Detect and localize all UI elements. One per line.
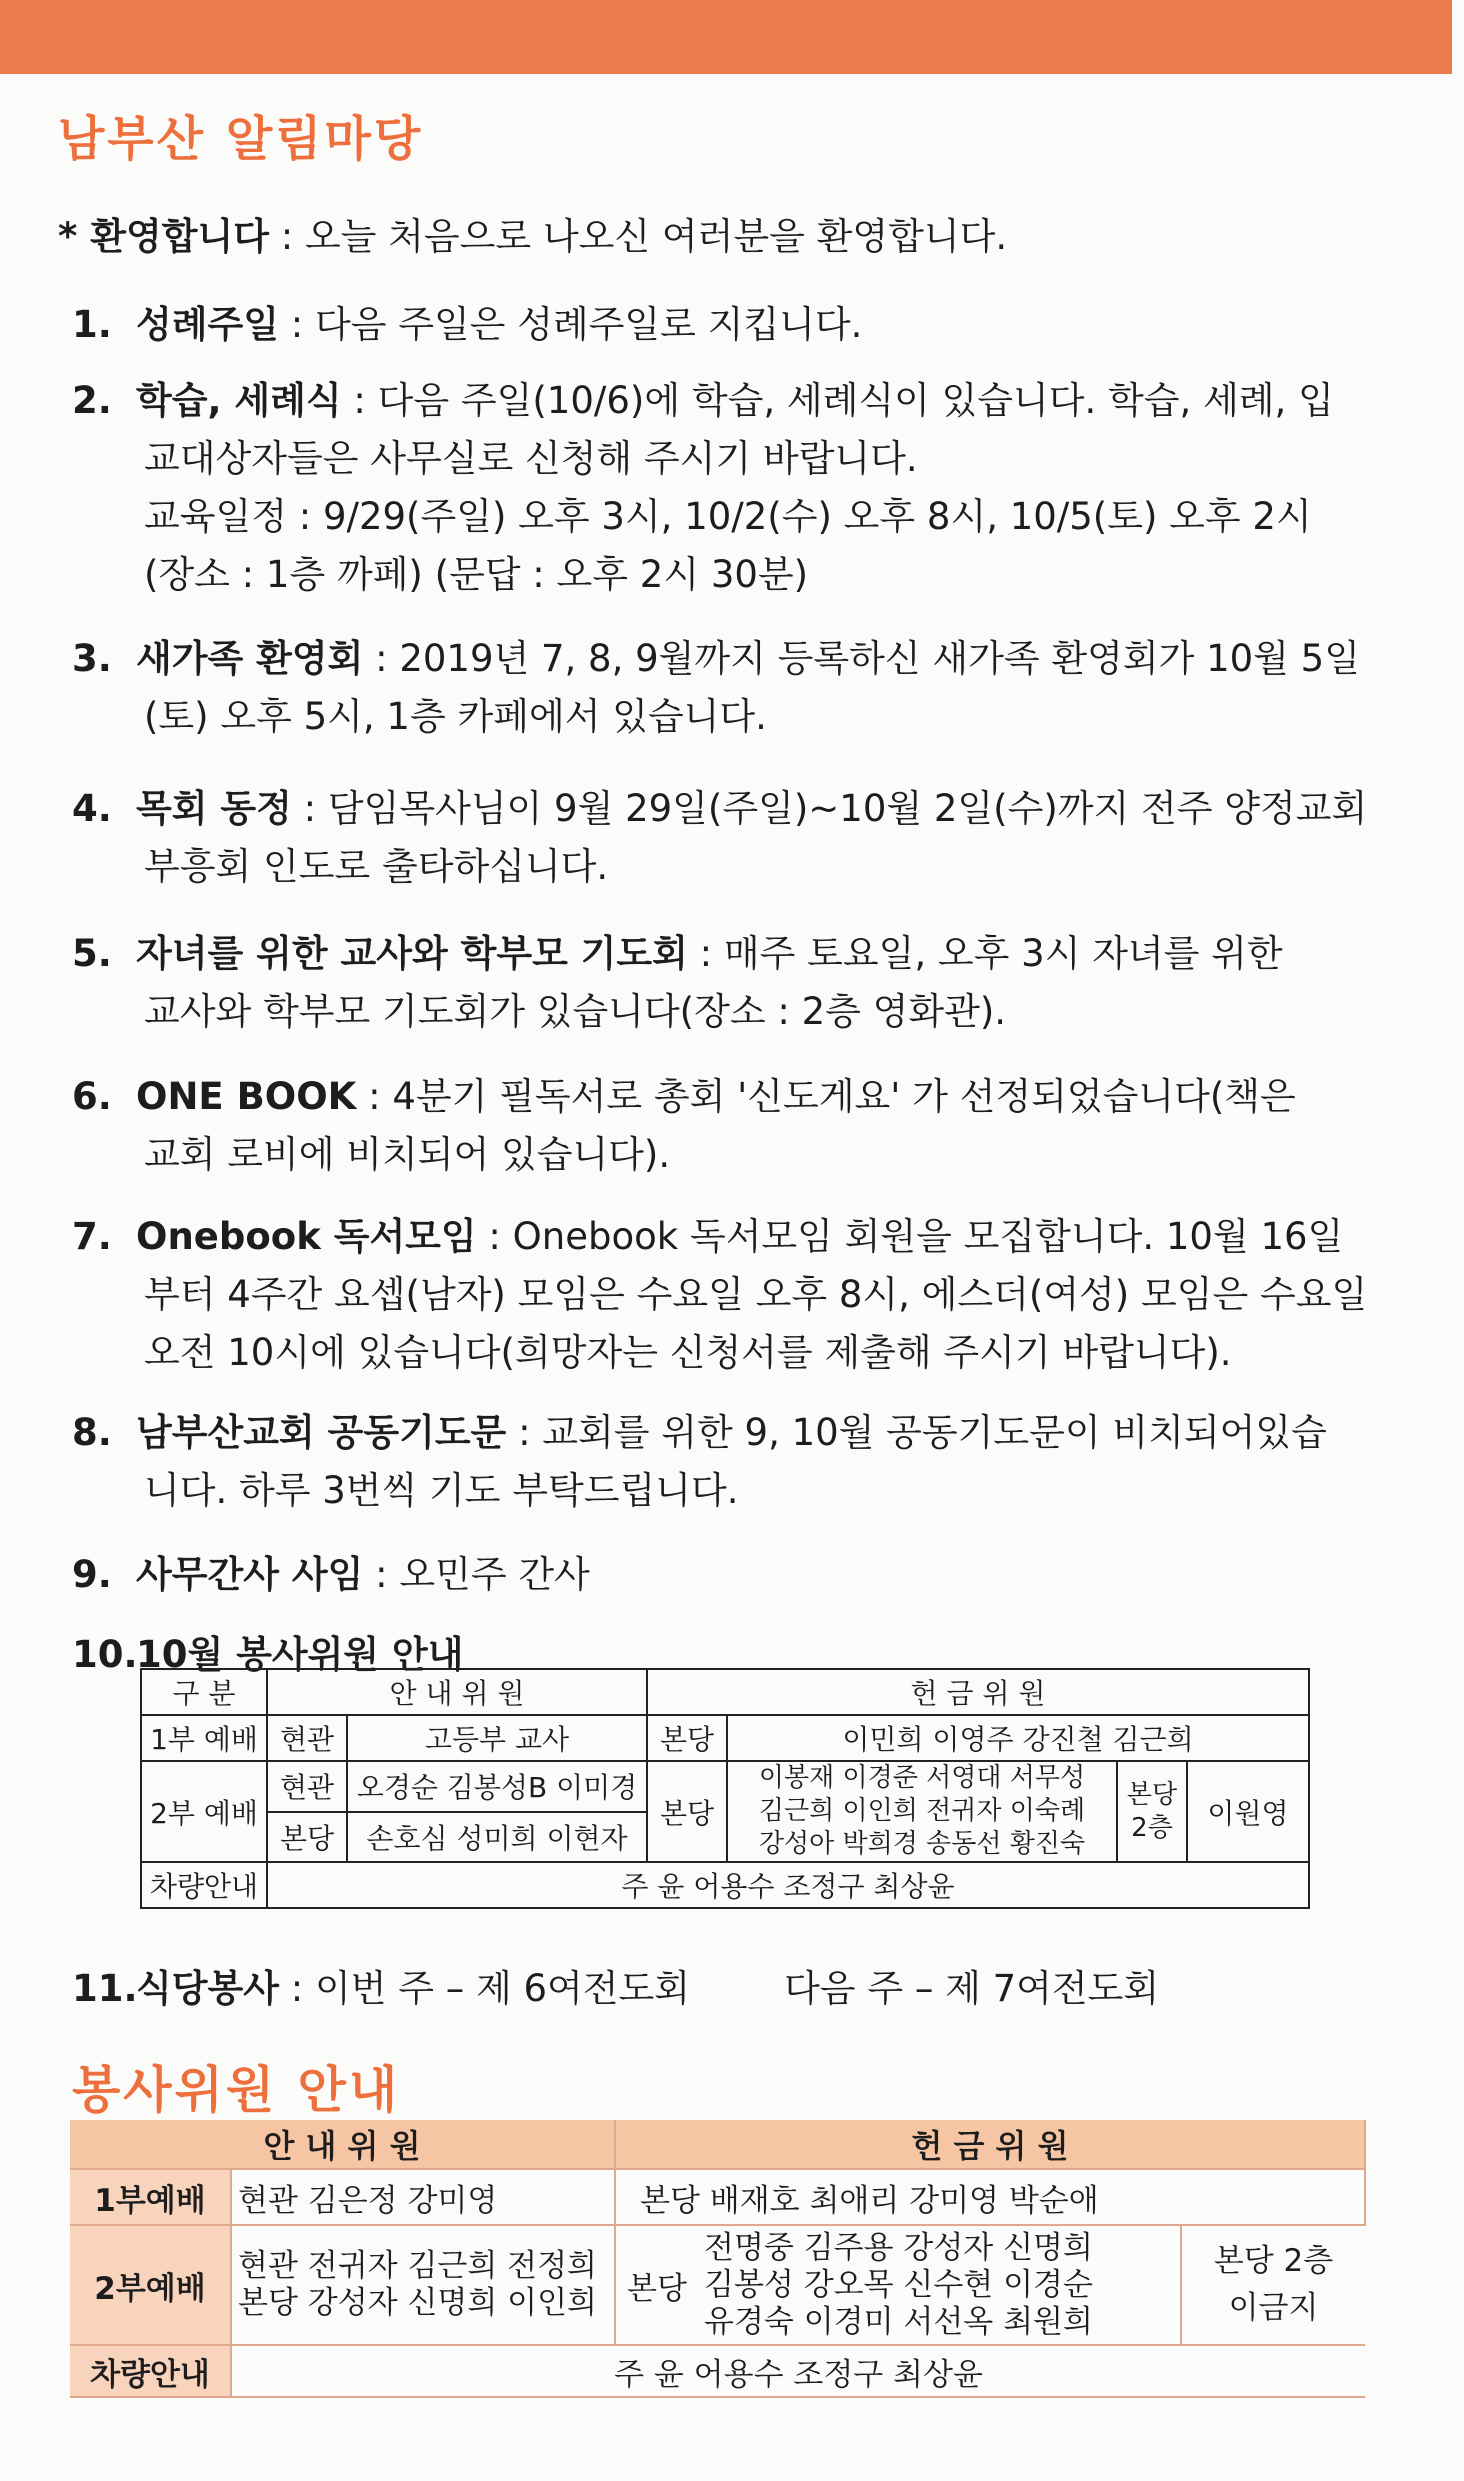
top-orange-bar <box>0 0 1452 74</box>
october-volunteer-table: 구 분 안 내 위 원 헌 금 위 원 1부 예배 현관 고등부 교사 본당 이민희 이영주 강진철 김근희 2부 예배 현관 오경순 김봉성B 이미경 본당 이봉재 이경준 서영대 서무성 김근희 이인희 전귀자 이숙례 강성아 박희경 송동선 황진숙 본당 2층 이원영 본당 손호심 성미희 이현자 차량안내 주 윤 어용수 조정구 최상윤 <box>140 1668 1310 1909</box>
welcome-notice <box>58 210 1007 264</box>
volunteer-table: 안 내 위 원 헌 금 위 원 1부예배 현관 김은정 강미영 본당 배재호 최애리 강미영 박순애 2부예배 현관 전귀자 김근희 전정희 본당 강성자 신명희 이인희 본당 전명중 김주용 강성자 신명희 김봉성 강오목 신수현 이경순 유경숙 이경미 서선옥 최원희 본당 2층 이금지 차량안내 주 윤 어용수 조정구 최상윤 <box>70 2120 1366 2398</box>
table-header: 헌 금 위 원 <box>647 1669 1309 1715</box>
notice-item-8: 8. 남부산교회 공동기도문 : 교회를 위한 9, 10월 공동기도문이 비치되어있습 니다. 하루 3번씩 기도 부탁드립니다. <box>72 1411 1327 1512</box>
notice-item-10: 10.10월 봉사위원 안내 <box>72 1633 464 1676</box>
notice-item-7: 7. Onebook 독서모임 : Onebook 독서모임 회원을 모집합니다. 10월 16일 부터 4주간 요셉(남자) 모임은 수요일 오후 8시, 에스더(여성) 모임은 수요일 오전 10시에 있습니다(희망자는 신청서를 제출해 주시기 바랍니다). <box>72 1215 1368 1374</box>
notice-item-9: 9. 사무간사 사임 : 오민주 간사 <box>72 1553 590 1596</box>
section-title-volunteers: 봉사위원 안내 <box>72 2061 401 2119</box>
welcome-text: : 오늘 처음으로 나오신 여러분을 환영합니다. <box>268 215 1008 258</box>
notice-item-2: 2. 학습, 세례식 : 다음 주일(10/6)에 학습, 세례식이 있습니다. 학습, 세례, 입 교대상자들은 사무실로 신청해 주시기 바랍니다. 교육일정 : 9/29(주일) 오후 3시, 10/2(수) 오후 8시, 10/5(토) 오후 2시 (장소 : 1층 까페) (문답 : 오후 2시 30분) <box>72 379 1334 596</box>
notice-item-4: 4. 목회 동정 : 담임목사님이 9월 29일(주일)~10월 2일(수)까지 전주 양정교회 부흥회 인도로 출타하십니다. <box>72 787 1368 888</box>
table-header: 안 내 위 원 <box>267 1669 647 1715</box>
table-header: 헌 금 위 원 <box>615 2120 1365 2169</box>
notice-item-1: 1. 성례주일 : 다음 주일은 성례주일로 지킵니다. <box>72 303 863 346</box>
notice-item-11: 11.식당봉사 : 이번 주 – 제 6여전도회 다음 주 – 제 7여전도회 <box>72 1967 1160 2010</box>
table-header: 구 분 <box>141 1669 267 1715</box>
notice-item-5: 5. 자녀를 위한 교사와 학부모 기도회 : 매주 토요일, 오후 3시 자녀를 위한 교사와 학부모 기도회가 있습니다(장소 : 2층 영화관). <box>72 932 1283 1033</box>
welcome-key: * 환영합니다 <box>58 215 269 258</box>
notice-item-3: 3. 새가족 환영회 : 2019년 7, 8, 9월까지 등록하신 새가족 환영회가 10월 5일 (토) 오후 5시, 1층 카페에서 있습니다. <box>72 637 1360 738</box>
table-header: 안 내 위 원 <box>70 2120 615 2169</box>
notice-item-6: 6. ONE BOOK : 4분기 필독서로 총회 '신도게요' 가 선정되었습니다(책은 교회 로비에 비치되어 있습니다). <box>72 1075 1296 1176</box>
page-title: 남부산 알림마당 <box>58 111 424 167</box>
